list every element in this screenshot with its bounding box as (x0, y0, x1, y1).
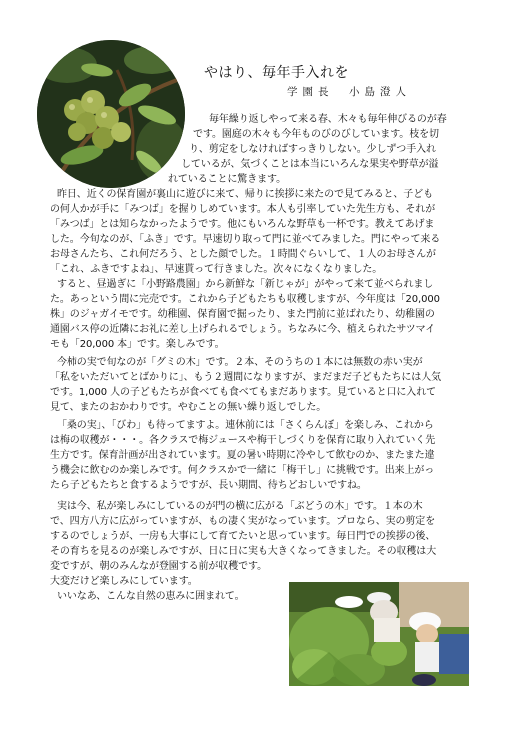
body-line: です。園庭の木々も今年ものびのびしています。枝を切 (193, 129, 439, 140)
body-line: は梅の収穫が・・・。各クラスで梅ジュースや梅干しづくりを保育に取り入れていく先 (50, 435, 436, 446)
body-line: の何人かが手に「みつば」を握りしめています。本人も引率していた先生方も、それが (50, 204, 436, 215)
body-line: その育ちを見るのが楽しみですが、日に日に実も大きくなってきました。その収穫は大 (50, 546, 437, 557)
body-line: いいなあ、こんな自然の恵みに囲まれて。 (57, 591, 245, 602)
body-line: するのでしょうが、一房も大事にして育てたいと思っています。毎日門での挨拶の後、 (50, 531, 436, 542)
body-line: 変ですが、朝のみんなが登園する前が収穫です。 (50, 561, 267, 572)
body-line: り、剪定をしなければすっきりしない。少しずつ手入れ (189, 144, 436, 155)
body-line: しているが、気づくことは本当にいろんな果実や野草が溢 (181, 159, 439, 170)
body-line: で、四方八方に広がっていますが、もの凄く実がなっています。プロなら、実の剪定を (50, 516, 436, 527)
body-line: 「私をいただいてとばかりに」、もう２週間になりますが、まだまだ子どもたちには人気 (50, 372, 441, 383)
body-line: 通園バス停の近隣にお礼に差し上げられるでしょう。ちなみに今、植えられたサツマイ (50, 324, 436, 335)
body-line: 株」のジャガイモです。幼稚園、保育園で掘ったり、また門前に並ばれたり、幼稚園の (50, 309, 435, 320)
body-line: すると、昼過ぎに「小野路農園」から新鮮な「新じゃが」がやって来て並べられまし (57, 279, 434, 290)
body-line: 「これ、ふきですよね」、早速貰って行きました。次々になくなりました。 (50, 264, 383, 275)
body-line: う機会に飲むのか楽しみです。何クラスかで一緒に「梅干し」に挑戦です。出来上がっ (50, 465, 435, 476)
body-line: れていることに驚きます。 (168, 174, 286, 185)
body-line: 昨日、近くの保育園が裏山に遊びに来て、帰りに挨拶に来たので見てみると、子ども (57, 189, 433, 200)
body-line: 見て、またのおかわりです。やむことの無い繰り返しでした。 (50, 402, 327, 413)
body-line: した。今旬なのが、「ふき」です。早速切り取って門に並べてみました。門にやって来る (50, 234, 441, 245)
body-line: 今柿の実で旬なのが「グミの木」です。２本、そのうちの１本には無数の赤い実が (57, 357, 423, 368)
body-line: モも「20,000 本」です。楽しみです。 (50, 339, 225, 350)
body-line: お母さんたち、これ何だろう、とした顔でした。１時間ぐらいして、１人のお母さんが (50, 249, 436, 260)
fruit-tree-photo (37, 40, 185, 188)
body-line: た。あっという間に完売です。これから子どもたちも収穫しますが、今年度は「20,000 (50, 294, 440, 305)
body-line: 大変だけど楽しみにしています。 (50, 576, 198, 587)
body-line: 「桑の実」、「びわ」も待ってますよ。連休前には「さくらんぼ」を楽しみ、これから (57, 420, 434, 431)
children-gardening-photo (289, 582, 469, 686)
body-line: 生方です。保育計画が出されています。夏の暑い時期に冷やして飲むのか、またまた違 (50, 450, 435, 461)
body-line: たら子どもたちと食するようですが、長い期間、待ちどおしいですね。 (50, 480, 367, 491)
article-title: やはり、毎年手入れを (204, 65, 349, 81)
body-line: です。1,000 人の子どもたちが食べても食べてもまだあります。見ていると口に入れて (50, 387, 437, 398)
body-line: 「みつば」とは知らなかったようです。他にもいろんな野草も一杯です。教えてあげま (50, 219, 435, 230)
body-line: 毎年繰り返しやって来る春、木々も毎年伸びるのが春 (209, 114, 447, 125)
article-author: 学園長 小島澄人 (287, 86, 411, 98)
body-line: 実は今、私が楽しみにしているのが門の横に広がる「ぶどうの木」です。１本の木 (57, 501, 423, 512)
